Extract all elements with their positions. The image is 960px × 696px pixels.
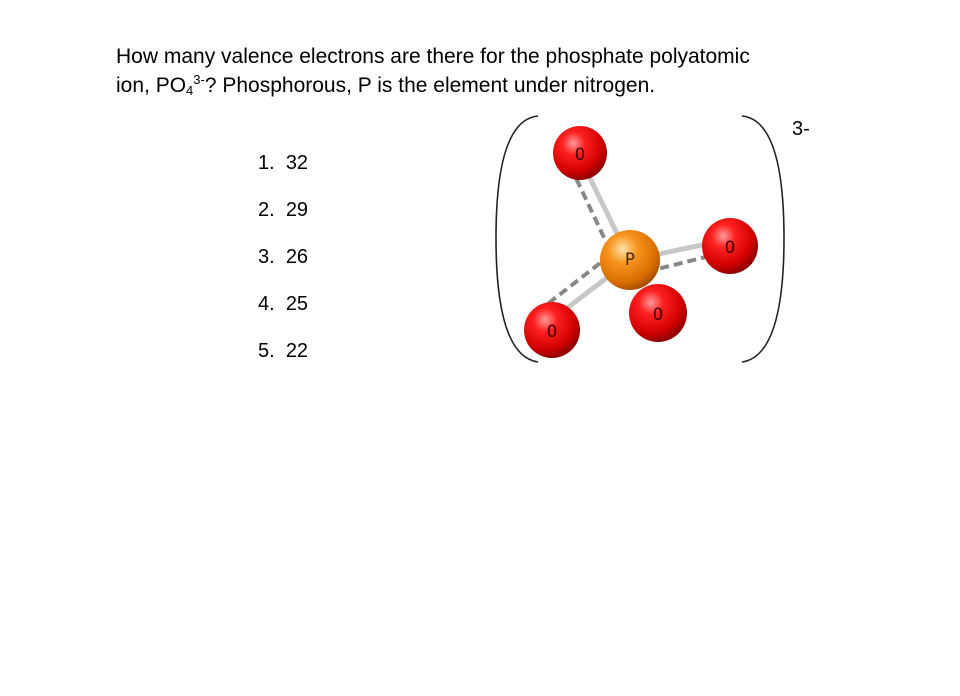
- choice-number: 1.: [258, 152, 275, 174]
- atom-label: O: [546, 322, 558, 342]
- question-text: [116, 42, 856, 100]
- oxygen-atom-bottom-left: [524, 302, 580, 358]
- choice-number: 4.: [258, 293, 275, 315]
- choice-value: 22: [285, 340, 309, 362]
- oxygen-atom-right: [702, 218, 758, 274]
- question-line-2-prefix: ion, PO: [116, 74, 187, 97]
- atom-label: O: [652, 305, 664, 325]
- oxygen-atom-top: [553, 126, 607, 180]
- oxygen-atom-front: [629, 284, 687, 342]
- ion-charge: 3-: [792, 118, 810, 140]
- answer-choice-3[interactable]: [258, 234, 308, 281]
- choice-value: 26: [285, 246, 309, 268]
- choice-value: 25: [285, 293, 309, 315]
- formula-charge-superscript: 3-: [193, 72, 205, 87]
- atom-label: O: [724, 238, 736, 258]
- answer-choice-1[interactable]: [258, 140, 308, 187]
- answer-choices: [258, 140, 308, 375]
- question-line-2-suffix: ? Phosphorous, P is the element under nitrogen.: [204, 74, 656, 97]
- choice-value: 32: [285, 152, 309, 174]
- choice-value: 29: [285, 199, 309, 221]
- atom-label: P: [624, 250, 636, 270]
- choice-number: 3.: [258, 246, 275, 268]
- phosphorus-atom: [600, 230, 660, 290]
- atom-label: O: [574, 145, 586, 165]
- choice-number: 2.: [258, 199, 275, 221]
- answer-choice-5[interactable]: [258, 328, 308, 375]
- choice-number: 5.: [258, 340, 275, 362]
- answer-choice-4[interactable]: [258, 281, 308, 328]
- answer-choice-2[interactable]: [258, 187, 308, 234]
- phosphate-molecule-diagram: [490, 108, 790, 370]
- question-line-1: How many valence electrons are there for the phosphate polyatomic: [116, 45, 750, 68]
- formula-subscript: 4: [186, 83, 194, 98]
